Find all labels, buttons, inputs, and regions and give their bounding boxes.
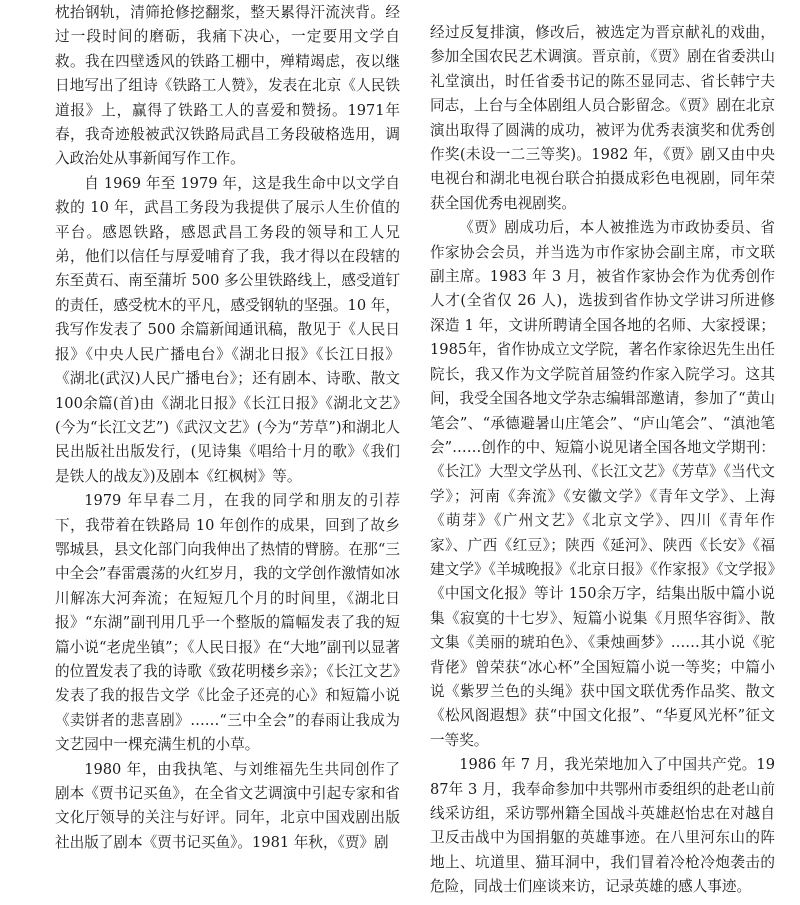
paragraph: 自 1969 年至 1979 年，这是我生命中以文学自救的 10 年，武昌工务段为我提供了展示人生价值的平台。感恩铁路，感恩武昌工务段的领导和工人兄弟，他们以信任与厚爱哺育了我，我才得以在段辖的东至黄石、南至蒲圻 500 多公里铁路线上，感受道钉的责任，感受枕木的平凡，感受钢轨的坚强。10 年，我写作发表了 500 余篇新闻通讯稿，散见于《人民日报》《中央人民广播电台》《湖北日报》《长江日报》《湖北(武汉)人民广播电台》；还有剧本、诗歌、散文 100余篇(首)由《湖北日报》《长江日报》《湖北文艺》(今为“长江文艺”)《武汉文艺》(今为“芳草”)和湖北人民出版社出版发行，(见诗集《唱给十月的歌》《我们是铁人的战友》)及剧本《红枫树》等。: [55, 174, 400, 485]
paragraph: 1980 年，由我执笔、与刘维福先生共同创作了剧本《贾书记买鱼》，在全省文艺调演中引起专家和省文化厅领导的关注与好评。同年，北京中国戏剧出版社出版了剧本《贾书记买鱼》。1981 年秋，《贾》剧: [55, 760, 400, 851]
paragraph: 枕抬钢轨，清筛抢修挖翻浆，整天累得汗流浃背。经过一段时间的磨砺，我痛下决心，一定要用文学自救。我在四壁透风的铁路工棚中，殚精竭虑，夜以继日地写出了组诗《铁路工人赞》，发表在北京《人民铁道报》上，赢得了铁路工人的喜爱和赞扬。1971年春，我奇迹般被武汉铁路局武昌工务段破格选用，调入政治处从事新闻写作工作。: [55, 4, 400, 168]
right-column: [430, 0, 775, 905]
paragraph: 《贾》剧成功后，本人被推选为市政协委员、省作家协会会员，并当选为市作家协会副主席，市文联副主席。1983 年 3 月，被省作家协会作为优秀创作人才(全省仅 26 人)，选拔到省作协文学讲习所进修深造 1 年，文讲所聘请全国各地的名师、大家授课；1985年，省作协成立文学院，著名作家徐迟先生出任院长，我又作为文学院首届签约作家入院学习。这其间，我受全国各地文学杂志编辑部邀请，参加了“黄山笔会”、“承德避暑山庄笔会”、“庐山笔会”、“滇池笔会”……创作的中、短篇小说见诸全国各地文学期刊：《长江》大型文学丛刊、《长江文艺》《芳草》《当代文学》；河南《奔流》《安徽文学》《青年文学》、上海《萌芽》《广州文艺》《北京文学》、四川《青年作家》、广西《红豆》；陕西《延河》、陕西《长安》《福建文学》《羊城晚报》《北京日报》《作家报》《文学报》《中国文化报》等计 150余万字，结集出版中篇小说集《寂寞的十七岁》、短篇小说集《月照华容街》、散文集《美丽的琥珀色》、《秉烛画梦》……其小说《驼背佬》曾荣获“冰心杯”全国短篇小说一等奖；中篇小说《紫罗兰色的头绳》获中国文联优秀作品奖、散文《松风阁遐想》获“中国文化报”、“华夏风光杯”征文一等奖。: [430, 219, 775, 749]
paragraph: 1986 年 7 月，我光荣地加入了中国共产党。1987年 3 月，我奉命参加中共鄂州市委组织的赴老山前线采访组，采访鄂州籍全国战斗英雄赵怡忠在对越自卫反击战中为国捐躯的英雄事迹。在八里河东山的阵地上、坑道里、猫耳洞中，我们冒着冷枪冷炮袭击的危险，同战士们座谈来访，记录英雄的感人事迹。: [430, 756, 775, 896]
paragraph: 经过反复排演，修改后，被选定为晋京献礼的戏曲，参加全国农民艺术调演。晋京前，《贾》剧在省委洪山礼堂演出，时任省委书记的陈丕显同志、省长韩宁夫同志，上台与全体剧组人员合影留念。《贾》剧在北京演出取得了圆满的成功，被评为优秀表演奖和优秀创作奖(未设一二三等奖)。1982 年，《贾》剧又由中央电视台和湖北电视台联合拍摄成彩色电视剧，同年荣获全国优秀电视剧奖。: [430, 24, 775, 212]
paragraph: 1979 年早春二月，在我的同学和朋友的引荐下，我带着在铁路局 10 年创作的成果，回到了故乡鄂城县，县文化部门向我伸出了热情的臂膀。在那“三中全会”春雷震荡的火红岁月，我的文学创作激情如冰川解冻大河奔流；在短短几个月的时间里，《湖北日报》“东湖”副刊用几乎一个整版的篇幅发表了我的短篇小说“老虎坐镇”；《人民日报》在“大地”副刊以显著的位置发表了我的诗歌《致花明楼乡亲》；《长江文艺》发表了我的报告文学《比金子还亮的心》和短篇小说《卖饼者的悲喜剧》……“三中全会”的春雨让我成为文艺园中一棵充满生机的小草。: [55, 492, 400, 754]
left-column: [55, 0, 400, 905]
